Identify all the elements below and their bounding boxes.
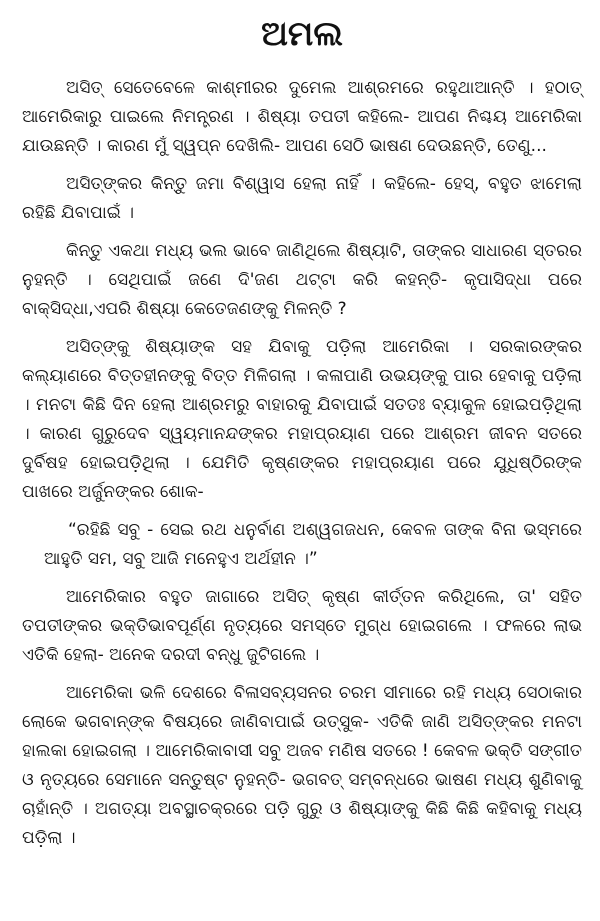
paragraph-2: ଅସିତ୍‌ଙ୍କର କିନ୍ତୁ ଜମା ବିଶ୍ୱାସ ହେଲା ନାହିଁ । କହିଲେ- ହେସ୍, ବହୁତ ଝାମେଲା ରହିଛି ଯିବାପାଇଁ ।	[22, 174, 582, 223]
paragraph-3: କିନ୍ତୁ ଏକଥା ମଧ୍ୟ ଭଲ ଭାବେ ଜାଣିଥିଲେ ଶିଷ୍ୟାଟି, ତାଙ୍କର ସାଧାରଣ ସ୍ତରର ନୁହନ୍ତି । ସେଥିପାଇଁ ଜଣେ ଦି'ଜଣ ଥଟ୍ଟା କରି କହନ୍ତି- କୃପାସିଦ୍ଧା ପରେ ବାକ୍‌ସିଦ୍ଧା,ଏପରି ଶିଷ୍ୟା କେତେଜଣଙ୍କୁ ମିଳନ୍ତି ?	[22, 241, 582, 319]
quoted-verse: “ରହିଛି ସବୁ - ସେଇ ରଥ ଧନୁର୍ବାଣ ଅଶ୍ୱଗଜଧନ, କେବଳ ତାଙ୍କ ବିନା ଭସ୍ମରେ ଆହୁତି ସମ, ସବୁ ଆଜି ମନେହୁଏ ଅର୍ଥହୀନ ।”	[44, 520, 582, 569]
paragraph-5: ଆମେରିକାର ବହୁତ ଜାଗାରେ ଅସିତ୍ କୃଷ୍ଣ କୀର୍ତ୍ତନ କରିଥିଲେ, ତା' ସହିତ ତପତୀଙ୍କର ଭକ୍ତିଭାବପୂର୍ଣ୍ଣ ନୃତ୍ୟରେ ସମସ୍ତେ ମୁଗ୍ଧ ହୋଇଗଲେ । ଫଳରେ ଲାଭ ଏତିକି ହେଲା- ଅନେକ ଦରଦୀ ବନ୍ଧୁ ଜୁଟିଗଲେ ।	[22, 587, 582, 665]
paragraph-4: ଅସିତ୍‌ଙ୍କୁ ଶିଷ୍ୟାଙ୍କ ସହ ଯିବାକୁ ପଡ଼ିଲା ଆମେରିକା । ସରକାରଙ୍କର କଲ୍ୟାଣରେ ବିତ୍ତହୀନଙ୍କୁ ବିତ୍ତ ମିଳିଗଲା । କଳାପାଣି ଉଭୟଙ୍କୁ ପାର ହେବାକୁ ପଡ଼ିଲା । ମନଟା କିଛି ଦିନ ହେଲା ଆଶ୍ରମରୁ ବାହାରକୁ ଯିବାପାଇଁ ସତତଃ ବ୍ୟାକୁଳ ହୋଇପଡ଼ିଥିଲା । କାରଣ ଗୁରୁଦେବ ସ୍ୱୟମାନନ୍ଦଙ୍କର ମହାପ୍ରୟାଣ ପରେ ଆଶ୍ରମ ଜୀବନ ସତରେ ଦୁର୍ବିଷହ ହୋଇପଡ଼ିଥିଲା । ଯେମିତି କୃଷ୍ଣଙ୍କର ମହାପ୍ରୟାଣ ପରେ ଯୁଧିଷ୍ଠିରଙ୍କ ପାଖରେ ଅର୍ଜୁନଙ୍କର ଶୋକ-	[22, 337, 582, 502]
paragraph-1: ଅସିତ୍ ସେତେବେଳେ କାଶ୍ମୀରର ଦୁମେଲ ଆଶ୍ରମରେ ରହୁଥାଆନ୍ତି । ହଠାତ୍ ଆମେରିକାରୁ ପାଇଲେ ନିମନ୍ତ୍ରଣ । ଶିଷ୍ୟା ତପତୀ କହିଲେ- ଆପଣ ନିଶ୍ଚୟ ଆମେରିକା ଯାଉଛନ୍ତି । କାରଣ ମୁଁ ସ୍ୱପ୍ନ ଦେଖିଲି- ଆପଣ ସେଠି ଭାଷଣ ଦେଉଛନ୍ତି, ତେଣୁ...	[22, 78, 582, 156]
document-title: ଅମଲ	[261, 14, 343, 54]
paragraph-6: ଆମେରିକା ଭଳି ଦେଶରେ ବିଳାସବ୍ୟସନର ଚରମ ସୀମାରେ ରହି ମଧ୍ୟ ସେଠାକାର ଲୋକେ ଭଗବାନ୍‌ଙ୍କ ବିଷୟରେ ଜାଣିବାପାଇଁ ଉତ୍ସୁକ- ଏତିକି ଜାଣି ଅସିତ୍‌ଙ୍କର ମନଟା ହାଲକା ହୋଇଗଲା । ଆମେରିକାବାସୀ ସବୁ ଅଜବ ମଣିଷ ସତରେ ! କେବଳ ଭକ୍ତି ସଙ୍ଗୀତ ଓ ନୃତ୍ୟରେ ସେମାନେ ସନ୍ତୁଷ୍ଟ ନୁହନ୍ତି- ଭଗବତ୍ ସମ୍ବନ୍ଧରେ ଭାଷଣ ମଧ୍ୟ ଶୁଣିବାକୁ ଚାହାଁନ୍ତି । ଅଗତ୍ୟା ଅବସ୍ଥାଚକ୍ରରେ ପଡ଼ି ଗୁରୁ ଓ ଶିଷ୍ୟାଙ୍କୁ କିଛି କିଛି କହିବାକୁ ମଧ୍ୟ ପଡ଼ିଲା ।	[22, 683, 583, 848]
